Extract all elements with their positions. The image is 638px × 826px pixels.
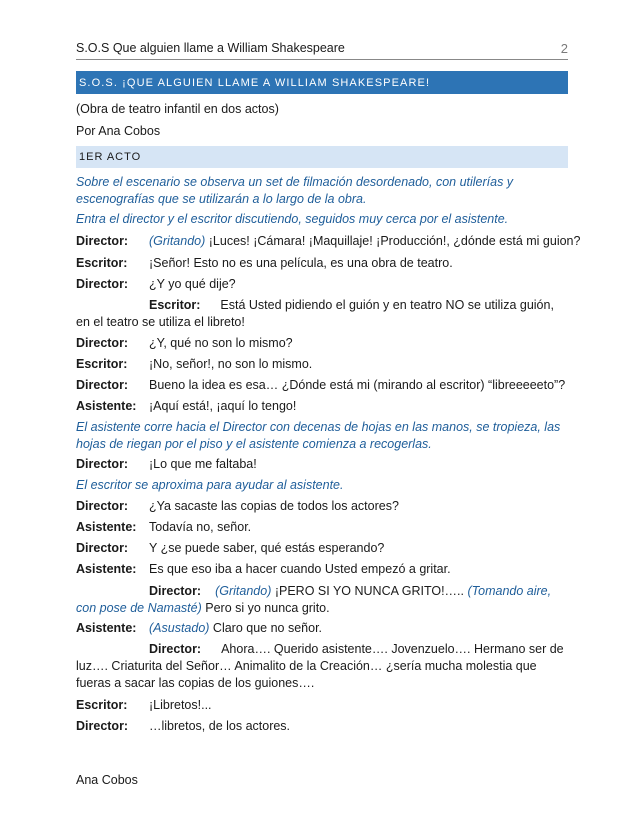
line-text: ¿Y, qué no son lo mismo? <box>149 336 293 350</box>
line-text: ¡Señor! Esto no es una película, es una obra de teatro. <box>149 256 453 270</box>
line-text: …libretos, de los actores. <box>149 719 291 733</box>
line-text: ¿Y yo qué dije? <box>149 277 236 291</box>
speaker: Director: <box>76 719 129 733</box>
line-text: Claro que no señor. <box>209 621 323 635</box>
header-divider <box>76 59 568 60</box>
line-text: ¡Luces! ¡Cámara! ¡Maquillaje! ¡Producción!, ¿dónde está mi guion? <box>205 234 581 248</box>
speaker: Director: <box>149 584 202 598</box>
line-text: ¿Ya sacaste las copias de todos los actores? <box>149 499 399 513</box>
act-heading-bar <box>76 146 568 168</box>
parenthetical: (Asustado) <box>149 621 210 635</box>
stage-direction: Sobre el escenario se observa un set de filmación desordenado, con utilerías y escenografías que se utilizarán a lo largo de la obra. <box>76 175 514 206</box>
subtitle: (Obra de teatro infantil en dos actos) <box>76 102 279 116</box>
speaker: Director: <box>76 499 129 513</box>
line-text: Bueno la idea es esa… ¿Dónde está mi (mirando al escritor) “librееееeto”? <box>149 378 566 392</box>
speaker: Asistente: <box>76 399 137 413</box>
stage-direction: Entra el director y el escritor discutiendo, seguidos muy cerca por el asistente. <box>76 212 509 226</box>
line-text: ¡Lo que me faltaba! <box>149 457 257 471</box>
line-text: ¡No, señor!, no son lo mismo. <box>149 357 313 371</box>
speaker: Director: <box>76 378 129 392</box>
line-text: Todavía no, señor. <box>149 520 252 534</box>
speaker: Director: <box>76 234 129 248</box>
parenthetical: (Gritando) <box>215 584 272 598</box>
line-text: Es que eso iba a hacer cuando Usted empezó a gritar. <box>149 562 451 576</box>
line-text: Está Usted pidiendo el guión y en teatro NO se utiliza guión, en el teatro se utiliza el libreto! <box>76 298 554 329</box>
speaker: Asistente: <box>76 520 137 534</box>
page-number: 2 <box>560 40 568 56</box>
dialogue-line <box>76 297 568 331</box>
line-text: ¡Libretos!... <box>149 698 212 712</box>
dialogue-line <box>76 641 568 692</box>
act-heading: 1ER ACTO <box>79 151 142 163</box>
line-text: ¡Aquí está!, ¡aquí lo tengo! <box>149 399 297 413</box>
author-line: Por Ana Cobos <box>76 124 161 138</box>
dialogue-line <box>76 583 568 617</box>
parenthetical: (Tomando aire, con pose de Namasté) <box>76 584 552 615</box>
page-footer: Ana Cobos <box>76 773 138 787</box>
speaker: Director: <box>76 277 129 291</box>
page-header <box>76 38 568 58</box>
speaker: Escritor: <box>76 698 128 712</box>
line-text: Ahora…. Querido asistente…. Jovenzuelo…. Hermano ser de luz…. Criaturita del Señor… Animalito de la Creación… ¿sería mucha molestia que fueras a sacar las copias de los guiones…. <box>76 642 564 690</box>
speaker: Director: <box>149 642 202 656</box>
speaker: Escritor: <box>76 357 128 371</box>
speaker: Asistente: <box>76 562 137 576</box>
play-title: S.O.S. ¡QUE ALGUIEN LLAME A WILLIAM SHAKESPEARE! <box>79 76 431 89</box>
line-text: Pero si yo nunca grito. <box>201 601 330 615</box>
speaker: Director: <box>76 541 129 555</box>
line-text: ¡PERO SI YO NUNCA GRITO!….. <box>271 584 468 598</box>
speaker: Escritor: <box>149 298 201 312</box>
speaker: Director: <box>76 336 129 350</box>
running-title: S.O.S Que alguien llame a William Shakespeare <box>76 41 345 55</box>
stage-direction: El escritor se aproxima para ayudar al asistente. <box>76 478 344 492</box>
play-title-bar <box>76 71 568 94</box>
speaker: Director: <box>76 457 129 471</box>
speaker: Escritor: <box>76 256 128 270</box>
speaker: Asistente: <box>76 621 137 635</box>
parenthetical: (Gritando) <box>149 234 206 248</box>
line-text: Y ¿se puede saber, qué estás esperando? <box>149 541 385 555</box>
stage-direction: El asistente corre hacia el Director con decenas de hojas en las manos, se tropieza, las hojas de riegan por el piso y el asistente comienza a recogerlas. <box>76 420 561 451</box>
